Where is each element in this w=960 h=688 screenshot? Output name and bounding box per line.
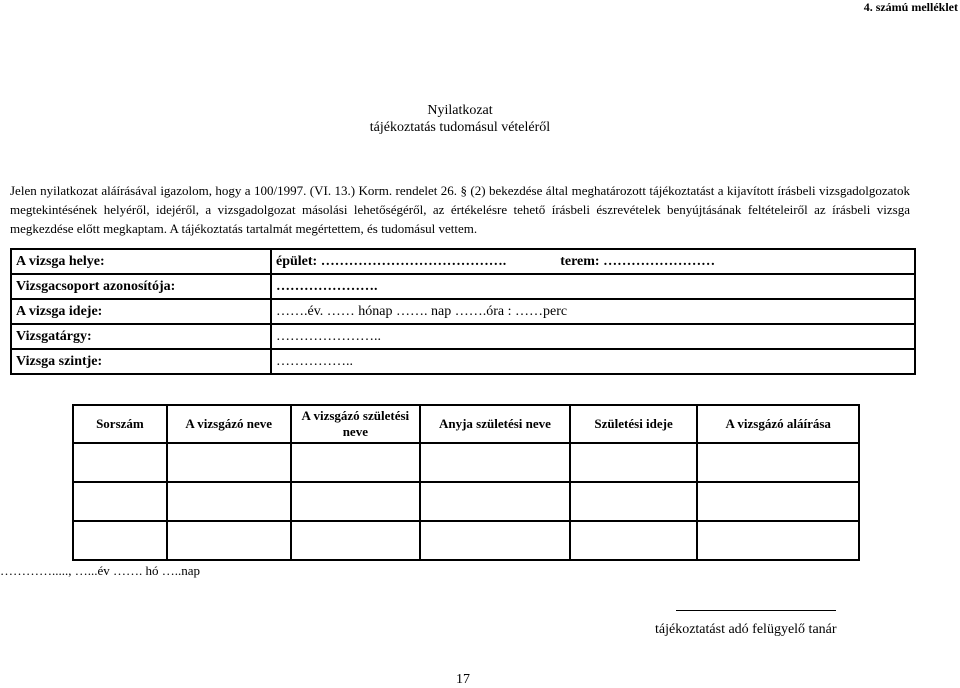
table-cell[interactable] (291, 521, 421, 560)
building-field[interactable]: épület: …………………………………. (276, 253, 507, 269)
table-cell[interactable] (291, 443, 421, 482)
table-cell[interactable] (73, 443, 167, 482)
exam-subject-label: Vizsgatárgy: (11, 324, 271, 349)
col-header-name: A vizsgázó neve (167, 405, 291, 443)
exam-location-value (271, 249, 915, 274)
exam-date-field[interactable]: …….év. …… hónap ……. nap …….óra : ……perc (271, 299, 915, 324)
table-cell[interactable] (167, 521, 291, 560)
table-cell[interactable] (570, 521, 698, 560)
table-cell[interactable] (167, 482, 291, 521)
exam-info-table (10, 248, 916, 375)
table-cell[interactable] (73, 521, 167, 560)
students-table (72, 404, 860, 561)
exam-date-row (11, 299, 915, 324)
table-header-row (73, 405, 859, 443)
document-title: Nyilatkozat (427, 103, 493, 118)
exam-subject-row (11, 324, 915, 349)
exam-group-label: Vizsgacsoport azonosítója: (11, 274, 271, 299)
exam-level-field[interactable]: …………….. (271, 349, 915, 374)
page-number: 17 (456, 672, 470, 687)
table-cell[interactable] (697, 482, 859, 521)
document-subtitle: tájékoztatás tudomásul vételéről (369, 120, 551, 135)
exam-date-label: A vizsga ideje: (11, 299, 271, 324)
exam-level-label: Vizsga szintje: (11, 349, 271, 374)
table-cell[interactable] (420, 443, 570, 482)
exam-group-row (11, 274, 915, 299)
table-cell[interactable] (697, 521, 859, 560)
exam-location-label: A vizsga helye: (11, 249, 271, 274)
exam-location-row (11, 249, 915, 274)
table-row (73, 521, 859, 560)
table-cell[interactable] (167, 443, 291, 482)
room-field[interactable]: terem: …………………… (560, 253, 716, 269)
signature-line[interactable] (676, 610, 836, 611)
table-cell[interactable] (570, 482, 698, 521)
table-row (73, 482, 859, 521)
table-cell[interactable] (73, 482, 167, 521)
exam-level-row (11, 349, 915, 374)
exam-subject-field[interactable]: ………………….. (271, 324, 915, 349)
table-cell[interactable] (697, 443, 859, 482)
col-header-birth-date: Születési ideje (570, 405, 698, 443)
annex-label: 4. számú melléklet (863, 0, 958, 14)
col-header-signature: A vizsgázó aláírása (697, 405, 859, 443)
exam-group-field[interactable]: …………………. (271, 274, 915, 299)
col-header-mother-name: Anyja születési neve (420, 405, 570, 443)
table-row (73, 443, 859, 482)
table-cell[interactable] (420, 521, 570, 560)
table-cell[interactable] (570, 443, 698, 482)
signature-label: tájékoztatást adó felügyelő tanár (655, 622, 837, 637)
col-header-birth-name: A vizsgázó születési neve (291, 405, 421, 443)
date-line-field[interactable]: …………....., …...év ……. hó …..nap (0, 563, 201, 578)
table-cell[interactable] (291, 482, 421, 521)
declaration-paragraph: Jelen nyilatkozat aláírásával igazolom, hogy a 100/1997. (VI. 13.) Korm. rendelet 26. § (2) bekezdése által meghatározott tájékoztatást a kijavított írásbeli vizsgadolgozatok megtekintésének helyéről, idejéről, a vizsgadolgozat másolási lehetőségéről, az értékelésre tehető írásbeli észrevételek benyújtásának feltételeiről az írásbeli vizsga megkezdése előtt megkaptam. A tájékoztatás tartalmát megértettem, és tudomásul vettem. (10, 183, 910, 236)
col-header-number: Sorszám (73, 405, 167, 443)
table-cell[interactable] (420, 482, 570, 521)
